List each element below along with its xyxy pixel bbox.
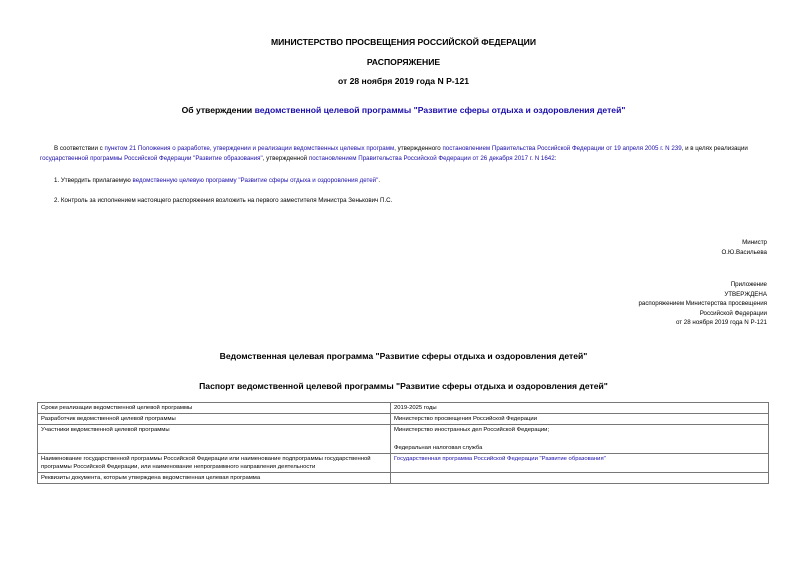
appendix-line-3: от 28 ноября 2019 года N Р-121 xyxy=(675,319,767,327)
document-title xyxy=(0,105,807,115)
table-row xyxy=(38,403,769,414)
appendix-approved: УТВЕРЖДЕНА xyxy=(724,290,767,298)
preamble-link-regulation[interactable]: пунктом 21 Положения о разработке, утверждении и реализации ведомственных целевых программ xyxy=(104,145,395,152)
preamble-link-decree-1642[interactable]: постановлением Правительства Российской Федерации от 26 декабря 2017 г. N 1642 xyxy=(308,154,555,162)
passport-label-developer: Разработчик ведомственной целевой программы xyxy=(38,414,391,425)
table-row xyxy=(38,473,769,484)
passport-title: Паспорт ведомственной целевой программы "Развитие сферы отдыха и оздоровления детей" xyxy=(199,381,608,391)
document-type: РАСПОРЯЖЕНИЕ xyxy=(366,57,441,67)
preamble-text-4: , утвержденной xyxy=(262,154,309,162)
item-1-text-1: 1. Утвердить прилагаемую xyxy=(54,177,133,184)
passport-label-state-program: Наименование государственной программы Российской Федерации или наименование подпрограммы государственной программы Российской Федерации, или наименование непрограммного направления деятельности xyxy=(38,453,391,472)
table-row xyxy=(38,425,769,453)
preamble-text-3: , и в целях реализации xyxy=(681,145,748,152)
passport-value-developer: Министерство просвещения Российской Федерации xyxy=(391,414,769,425)
passport-label-term: Сроки реализации ведомственной целевой программы xyxy=(38,403,391,414)
passport-value-document xyxy=(391,473,769,484)
table-row xyxy=(38,414,769,425)
passport-table xyxy=(37,402,769,484)
preamble-text-5: : xyxy=(554,154,557,162)
document-date-number: от 28 ноября 2019 года N Р-121 xyxy=(337,76,470,86)
passport-value-participants xyxy=(391,425,769,453)
participant-1: Министерство иностранных дел Российской Федерации; xyxy=(394,427,550,434)
item-1 xyxy=(40,176,770,186)
title-program-link[interactable]: ведомственной целевой программы "Развитие сферы отдыха и оздоровления детей" xyxy=(254,105,626,115)
signature-position: Министр xyxy=(742,239,767,246)
passport-value-term: 2019-2025 годы xyxy=(391,403,769,414)
program-title: Ведомственная целевая программа "Развитие сферы отдыха и оздоровления детей" xyxy=(219,351,588,361)
signature-block xyxy=(721,238,767,257)
preamble-text-1: В соответствии с xyxy=(54,145,105,152)
signature-name: О.Ю.Васильева xyxy=(721,248,767,256)
appendix-line-2: Российской Федерации xyxy=(699,309,767,317)
table-row xyxy=(38,453,769,472)
item-2: 2. Контроль за исполнением настоящего распоряжения возложить на первого заместителя Министра Зенькович П.С. xyxy=(54,197,393,204)
preamble-paragraph xyxy=(40,144,770,163)
title-prefix: Об утверждении xyxy=(181,105,255,115)
passport-value-state-program xyxy=(391,453,769,472)
item-1-program-link[interactable]: ведомственную целевую программу "Развитие сферы отдыха и оздоровления детей" xyxy=(132,177,379,184)
preamble-link-state-program[interactable]: государственной программы Российской Федерации "Развитие образования" xyxy=(40,154,263,162)
passport-label-participants: Участники ведомственной целевой программы xyxy=(38,425,391,453)
preamble-link-decree-239[interactable]: постановлением Правительства Российской Федерации от 19 апреля 2005 г. N 239 xyxy=(442,145,682,152)
item-1-text-2: . xyxy=(378,177,381,184)
state-program-link[interactable]: Государственная программа Российской Федерации "Развитие образования" xyxy=(394,455,606,462)
appendix-label: Приложение xyxy=(730,281,767,288)
participant-2: Федеральная налоговая служба xyxy=(394,444,483,451)
ministry-name: МИНИСТЕРСТВО ПРОСВЕЩЕНИЯ РОССИЙСКОЙ ФЕДЕРАЦИИ xyxy=(270,37,537,47)
passport-label-document: Реквизиты документа, которым утверждена ведомственная целевая программа xyxy=(38,473,391,484)
appendix-line-1: распоряжением Министерства просвещения xyxy=(638,300,767,308)
preamble-text-2: , утвержденного xyxy=(394,145,443,152)
appendix-block xyxy=(638,280,767,328)
